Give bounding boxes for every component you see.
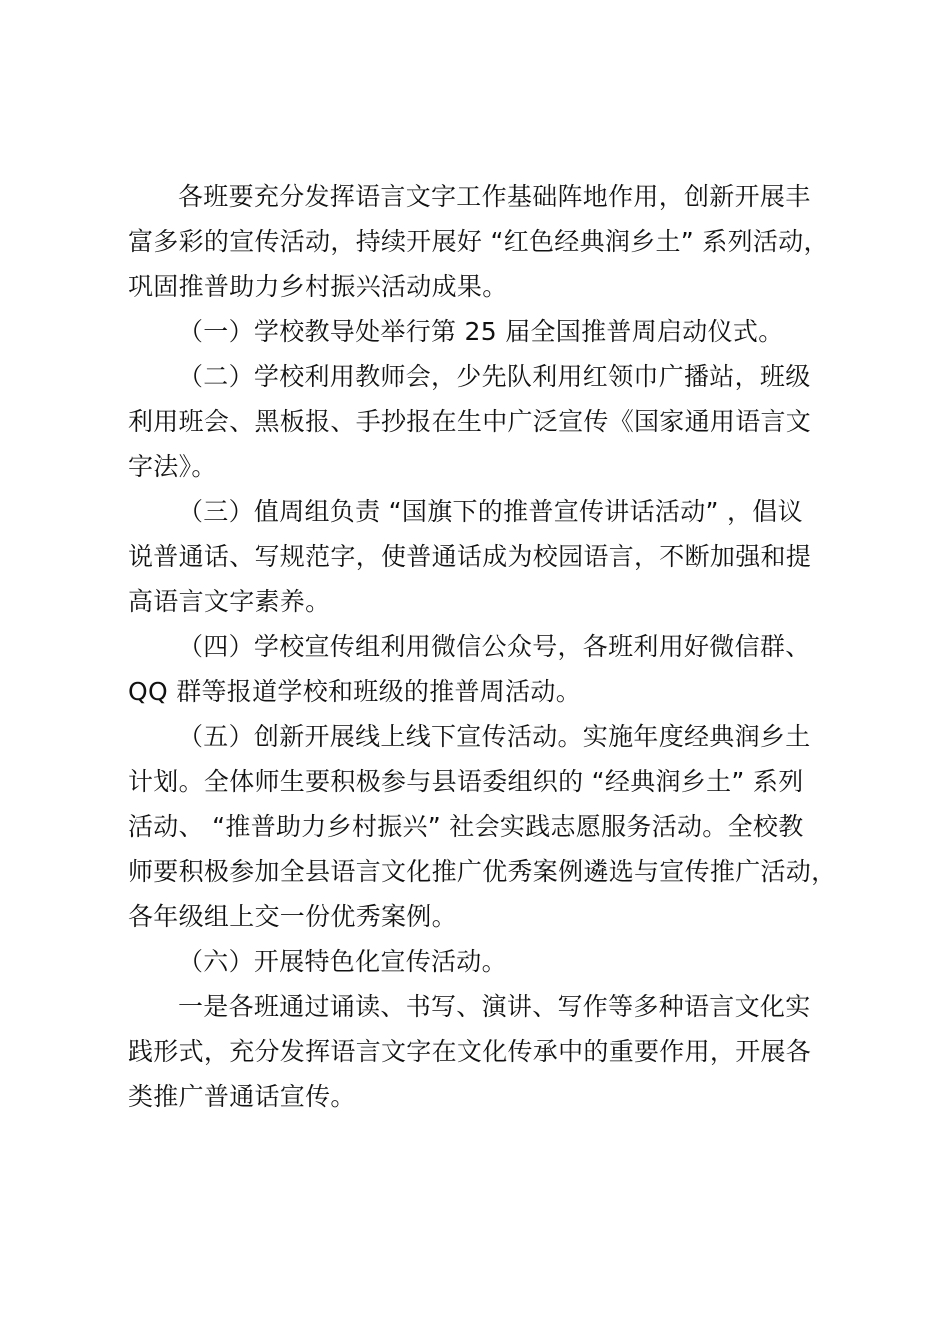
text-line: （六）开展特色化宣传活动。 [178, 947, 507, 976]
text-line: （三）值周组负责 “国旗下的推普宣传讲话活动” ，倡议 [178, 497, 803, 526]
text-line: 高语言文字素养。 [128, 587, 331, 616]
text-line: （二）学校利用教师会，少先队利用红领巾广播站，班级 [178, 362, 811, 391]
text-line: 践形式，充分发挥语言文字在文化传承中的重要作用，开展各 [128, 1037, 812, 1066]
text-line: （五）创新开展线上线下宣传活动。实施年度经典润乡土 [178, 722, 811, 751]
paragraph-item-3 [128, 489, 858, 624]
text-line: （四）学校宣传组利用微信公众号，各班利用好微信群、 [178, 632, 811, 661]
text-line: QQ 群等报道学校和班级的推普周活动。 [128, 677, 582, 706]
text-line: 类推广普通话宣传。 [128, 1082, 356, 1111]
text-line: 各班要充分发挥语言文字工作基础阵地作用，创新开展丰 [178, 182, 811, 211]
paragraph-item-2 [128, 354, 858, 489]
text-line: 字法》。 [128, 452, 217, 481]
text-line: 巩固推普助力乡村振兴活动成果。 [128, 272, 508, 301]
text-line: 富多彩的宣传活动，持续开展好 “红色经典润乡土” 系列活动， [128, 227, 829, 256]
paragraph-intro [128, 174, 858, 309]
paragraph-closing [128, 984, 858, 1119]
text-line: 说普通话、写规范字，使普通话成为校园语言，不断加强和提 [128, 542, 812, 571]
text-line: 一是各班通过诵读、书写、演讲、写作等多种语言文化实 [178, 992, 811, 1021]
paragraph-item-4 [128, 624, 858, 714]
paragraph-item-1 [128, 309, 858, 354]
text-line: 活动、 “推普助力乡村振兴” 社会实践志愿服务活动。全校教 [128, 812, 804, 841]
text-line: 计划。全体师生要积极参与县语委组织的 “经典润乡土” 系列 [128, 767, 804, 796]
text-line: （一）学校教导处举行第 25 届全国推普周启动仪式。 [178, 317, 784, 346]
text-line: 利用班会、黑板报、手抄报在生中广泛宣传《国家通用语言文 [128, 407, 812, 436]
paragraph-item-5 [128, 714, 858, 939]
text-line: 各年级组上交一份优秀案例。 [128, 902, 457, 931]
text-line: 师要积极参加全县语言文化推广优秀案例遴选与宣传推广活动， [128, 857, 837, 886]
document-body [128, 174, 858, 1119]
paragraph-item-6 [128, 939, 858, 984]
